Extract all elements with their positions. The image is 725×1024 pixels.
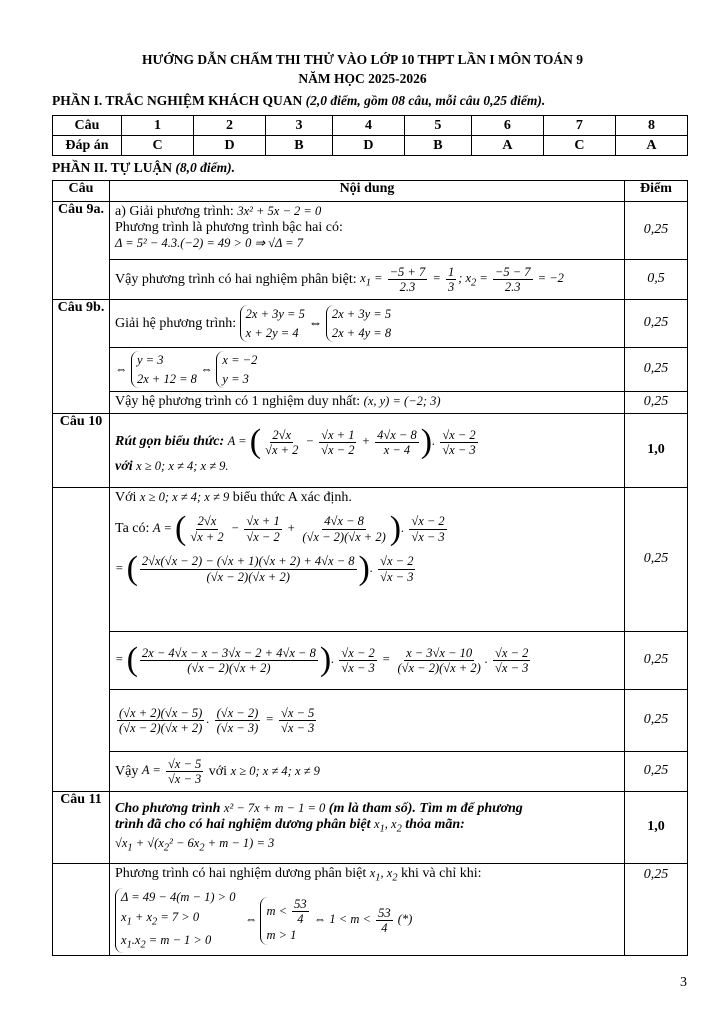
part2-title: PHẦN II. TỰ LUẬN	[52, 160, 173, 175]
q9a-score-1: 0,25	[625, 202, 688, 260]
q9a-score-2: 0,5	[625, 260, 688, 300]
q9a-label: Câu 9a.	[53, 202, 110, 300]
question-number-7: 7	[543, 116, 615, 136]
q9b-row-2	[53, 348, 688, 392]
part2-note: (8,0 điểm).	[175, 160, 236, 175]
question-number-2: 2	[194, 116, 266, 136]
q10-score-3: 0,25	[625, 690, 688, 752]
doc-title-line1: HƯỚNG DẪN CHẤM THI THỬ VÀO LỚP 10 THPT LẦN I MÔN TOÁN 9	[142, 52, 583, 67]
q10-label: Câu 10	[53, 414, 110, 488]
q11-step-1: Phương trình có hai nghiệm dương phân biệt $x_1$, $x_2$ khi và chỉ khi: Δ = 49 − 4(m − 1) > 0 $x_1 + x_2 = 7 > 0$ $x_1.x_2 = m - 1 > 0$ ⇔ m < $\frac{53}{4}$ m > 1 ⇔ 1 < m < $\frac{53}{4}$ (*)	[110, 864, 625, 956]
question-number-1: 1	[122, 116, 194, 136]
answer-4: D	[332, 136, 404, 156]
answer-6: A	[471, 136, 543, 156]
q9b-row-1	[53, 300, 688, 348]
q10-step-4: Vậy A = $\frac{√x - 5}{√x - 3}$ với x ≥ 0; x ≠ 4; x ≠ 9	[110, 752, 625, 792]
part1-note: (2,0 điểm, gồm 08 câu, mỗi câu 0,25 điểm).	[305, 93, 546, 108]
answer-7: C	[543, 136, 615, 156]
question-number-8: 8	[615, 116, 687, 136]
table-header-row	[53, 181, 688, 202]
q9a-row-2	[53, 260, 688, 300]
q11-score-1: 0,25	[625, 864, 688, 956]
q10-step-2: = ( $\frac{2x - 4√x - x - 3√x - 2 + 4√x - 8}{(√x - 2)(√x + 2)}$ ). $\frac{√x - 2}{√x - 3}$ = $\frac{x - 3√x - 10}{(√x - 2)(√x + 2)}$ . $\frac{√x - 2}{√x - 3}$	[110, 632, 625, 690]
answer-key-table	[52, 115, 688, 156]
question-number-5: 5	[404, 116, 471, 136]
question-number-6: 6	[471, 116, 543, 136]
q9b-content-1: Giải hệ phương trình: 2x + 3y = 5 x + 2y = 4 ⇔ 2x + 3y = 5 2x + 4y = 8	[110, 300, 625, 348]
row-label-question: Câu	[53, 116, 122, 136]
q9a-content-1: a) Giải phương trình: 3x² + 5x − 2 = 0 Phương trình là phương trình bậc hai có: Δ = 5² − 4.3.(−2) = 49 > 0 ⇒ √Δ = 7	[110, 202, 625, 260]
answer-3: B	[266, 136, 333, 156]
q9b-score-3: 0,25	[625, 392, 688, 414]
q10-row-2	[53, 632, 688, 690]
q10-row-statement	[53, 414, 688, 488]
q9b-content-3: Vậy hệ phương trình có 1 nghiệm duy nhất: (x, y) = (−2; 3)	[110, 392, 625, 414]
q9b-row-3	[53, 392, 688, 414]
q9a-content-2: Vậy phương trình có hai nghiệm phân biệt: $x_1$ = $\frac{-5 + 7}{2.3}$ = $\frac{1}{3}$ ; $x_2$ = $\frac{-5 - 7}{2.3}$ = −2	[110, 260, 625, 300]
q10-empty	[53, 488, 110, 792]
header-score: Điểm	[625, 181, 688, 202]
answer-2: D	[194, 136, 266, 156]
q10-step-1: Với x ≥ 0; x ≠ 4; x ≠ 9 biểu thức A xác định. Ta có: A = ( $\frac{2√x}{√x + 2}$ − $\frac{√x + 1}{√x - 2}$ + $\frac{4√x - 8}{(√x - 2)(√x + 2)}$ ). $\frac{√x - 2}{√x - 3}$ = ( $\frac{2√x(√x - 2) - (√x + 1)(√x + 2) + 4√x - 8}{(√x - 2)(√x + 2)}$ ). $\frac{√x - 2}{√x - 3}$	[110, 488, 625, 632]
answer-5: B	[404, 136, 471, 156]
q10-statement: Rút gọn biểu thức: A = ( $\frac{2√x}{√x + 2}$ − $\frac{√x + 1}{√x - 2}$ + $\frac{4√x - 8}{x - 4}$ ). $\frac{√x - 2}{√x - 3}$ với x ≥ 0; x ≠ 4; x ≠ 9.	[110, 414, 625, 488]
q9a-row-1	[53, 202, 688, 260]
question-number-3: 3	[266, 116, 333, 136]
essay-grading-table	[52, 180, 688, 956]
part1-title: PHẦN I. TRẮC NGHIỆM KHÁCH QUAN	[52, 93, 303, 108]
q11-row-statement	[53, 792, 688, 864]
q11-row-1	[53, 864, 688, 956]
q9b-content-2: ⇔ y = 3 2x + 12 = 8 ⇔ x = −2 y = 3	[110, 348, 625, 392]
page-number: 3	[680, 975, 687, 990]
q10-step-3: $\frac{(√x + 2)(√x - 5)}{(√x - 2)(√x + 2)}$ . $\frac{(√x - 2)}{(√x - 3)}$ = $\frac{√x - 5}{√x - 3}$	[110, 690, 625, 752]
q9b-score-2: 0,25	[625, 348, 688, 392]
header-question: Câu	[53, 181, 110, 202]
row-label-answer: Đáp án	[53, 136, 122, 156]
q9b-label: Câu 9b.	[53, 300, 110, 414]
q11-empty	[53, 864, 110, 956]
q10-score-2: 0,25	[625, 632, 688, 690]
q10-row-3	[53, 690, 688, 752]
answer-key-question-row	[53, 116, 688, 136]
q9b-score-1: 0,25	[625, 300, 688, 348]
q10-score: 1,0	[625, 414, 688, 488]
q10-score-4: 0,25	[625, 752, 688, 792]
part2-heading	[52, 160, 235, 176]
answer-8: A	[615, 136, 687, 156]
q11-score: 1,0	[625, 792, 688, 864]
header-content: Nội dung	[110, 181, 625, 202]
answer-key-answer-row	[53, 136, 688, 156]
q11-statement: Cho phương trình x² − 7x + m − 1 = 0 (m là tham số). Tìm m để phương trình đã cho có hai nghiệm dương phân biệt $x_1$, $x_2$ thỏa mãn: $√x_1 + √(x_2^2 - 6x_2 + m - 1) = 3$	[110, 792, 625, 864]
answer-1: C	[122, 136, 194, 156]
q11-label: Câu 11	[53, 792, 110, 864]
q10-row-4	[53, 752, 688, 792]
q10-row-1	[53, 488, 688, 632]
part1-heading	[52, 93, 545, 109]
q10-score-1: 0,25	[625, 488, 688, 632]
doc-title-line2: NĂM HỌC 2025-2026	[298, 71, 427, 86]
question-number-4: 4	[332, 116, 404, 136]
